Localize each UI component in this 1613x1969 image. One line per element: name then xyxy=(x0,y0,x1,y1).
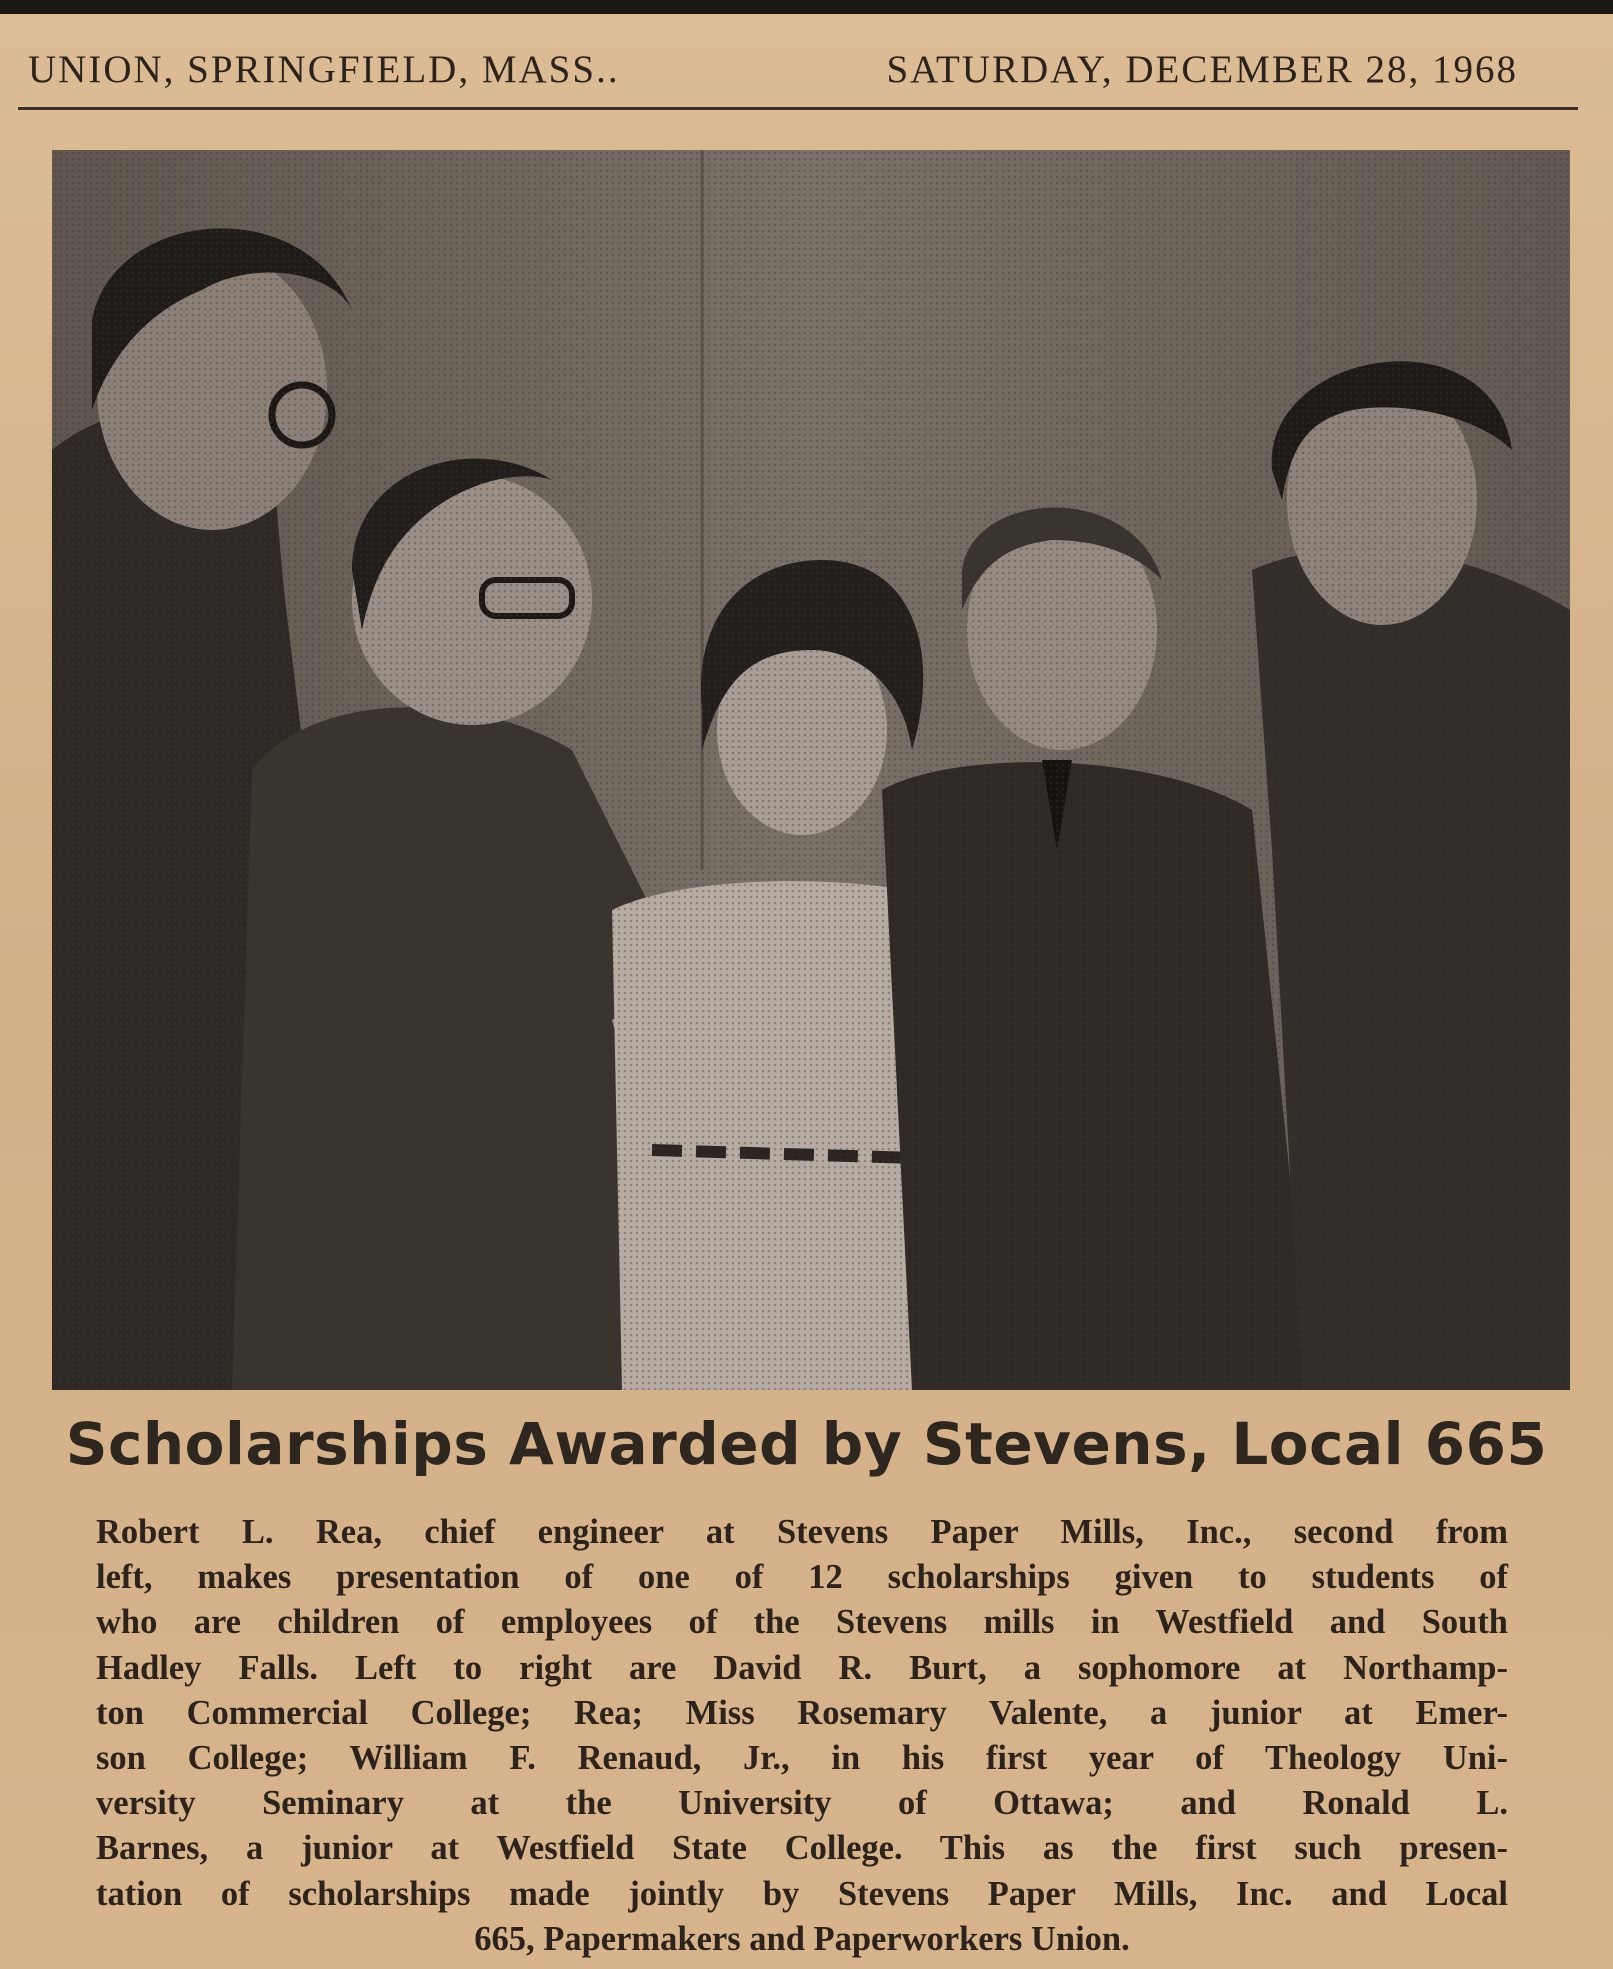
caption-line: who are children of employees of the Stevens mills in Westfield and South xyxy=(96,1603,1508,1642)
news-photo xyxy=(52,150,1570,1390)
publication-date: SATURDAY, DECEMBER 28, 1968 xyxy=(886,47,1518,91)
dateline xyxy=(28,44,1598,94)
dateline-rule xyxy=(18,107,1578,110)
caption-line: Robert L. Rea, chief engineer at Stevens Paper Mills, Inc., second from xyxy=(96,1513,1508,1551)
photo-caption xyxy=(96,1510,1508,1965)
caption-line: son College; William F. Renaud, Jr., in his first year of Theology Uni- xyxy=(96,1739,1508,1778)
newspaper-name: UNION, SPRINGFIELD, MASS.. xyxy=(28,47,620,91)
caption-line: left, makes presentation of one of 12 scholarships given to students of xyxy=(96,1558,1508,1597)
caption-line: ton Commercial College; Rea; Miss Rosemary Valente, a junior at Emer- xyxy=(96,1693,1508,1732)
scan-edge xyxy=(0,0,1613,14)
caption-line: versity Seminary at the University of Ottawa; and Ronald L. xyxy=(96,1784,1508,1823)
caption-line: tation of scholarships made jointly by Stevens Paper Mills, Inc. and Local xyxy=(96,1874,1508,1913)
caption-line: Hadley Falls. Left to right are David R. Burt, a sophomore at Northamp- xyxy=(96,1648,1508,1687)
caption-line: 665, Papermakers and Paperworkers Union. xyxy=(474,1919,1130,1958)
caption-line: Barnes, a junior at Westfield State College. This as the first such presen- xyxy=(96,1829,1508,1868)
headline: Scholarships Awarded by Stevens, Local 665 xyxy=(65,1410,1548,1478)
photo-illustration xyxy=(52,150,1570,1390)
